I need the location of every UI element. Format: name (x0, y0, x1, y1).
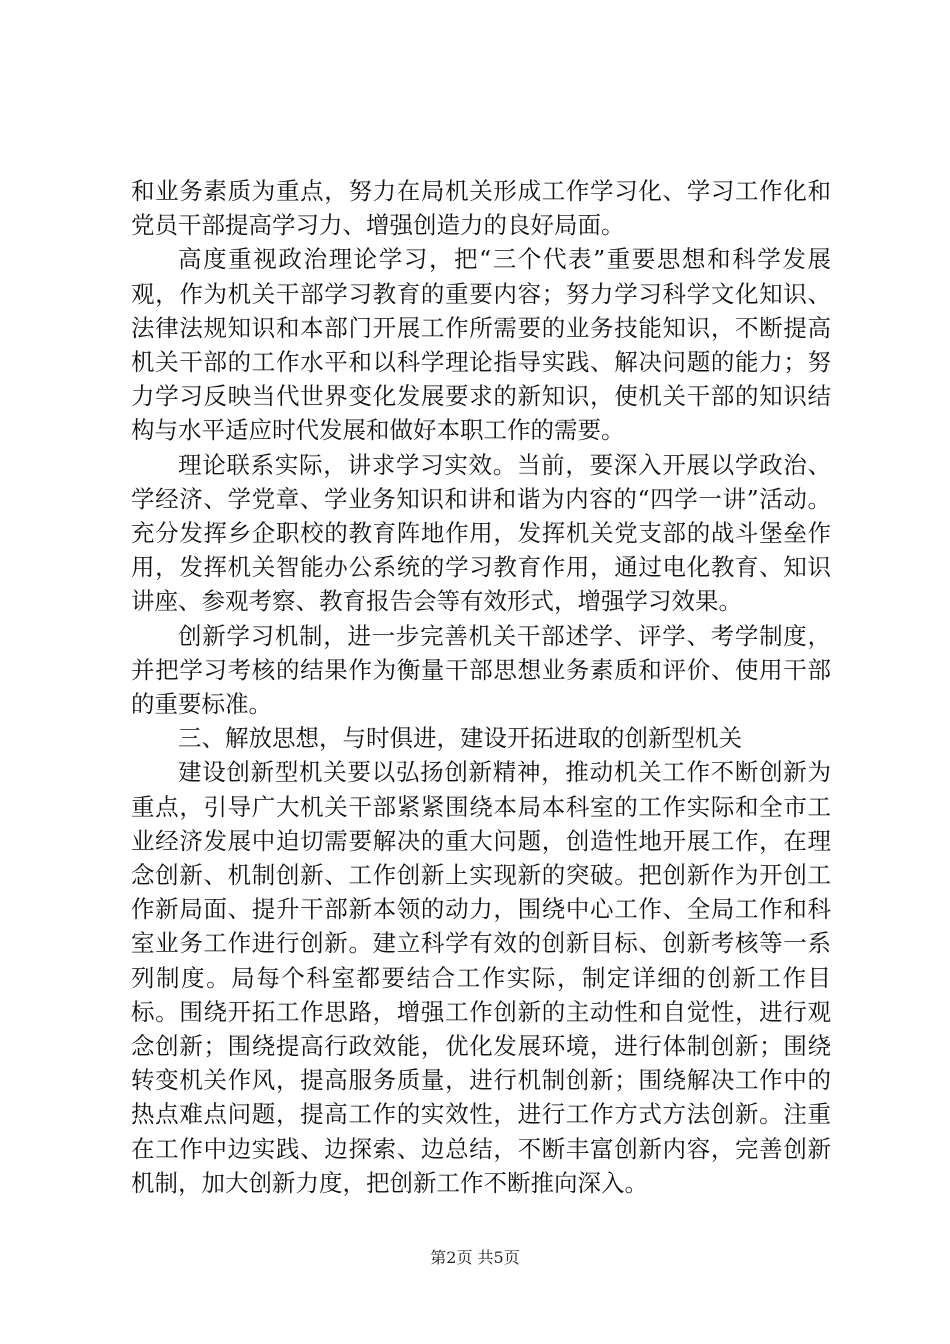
paragraph-political-theory: 高度重视政治理论学习，把“三个代表”重要思想和科学发展观，作为机关干部学习教育的重要内容；努力学习科学文化知识、法律法规知识和本部门开展工作所需要的业务技能知识，不断提高机关干部的工作水平和以科学理论指导实践、解决问题的能力；努力学习反映当代世界变化发展要求的新知识，使机关干部的知识结构与水平适应时代发展和做好本职工作的需要。 (131, 245, 831, 445)
paragraph-learning-mechanism: 创新学习机制，进一步完善机关干部述学、评学、考学制度，并把学习考核的结果作为衡量干部思想业务素质和评价、使用干部的重要标准。 (131, 621, 831, 719)
section-heading-three: 三、解放思想，与时俱进，建设开拓进取的创新型机关 (178, 724, 742, 753)
paragraph-continuation: 和业务素质为重点，努力在局机关形成工作学习化、学习工作化和党员干部提高学习力、增强创造力的良好局面。 (131, 177, 831, 240)
page-number: 第2页 共5页 (430, 1248, 520, 1267)
document-body (131, 174, 831, 1200)
paragraph-innovation: 建设创新型机关要以弘扬创新精神，推动机关工作不断创新为重点，引导广大机关干部紧紧围绕本局本科室的工作实际和全市工业经济发展中迫切需要解决的重大问题，创造性地开展工作，在理念创新、机制创新、工作创新上实现新的突破。把创新作为开创工作新局面、提升干部新本领的动力，围绕中心工作、全局工作和科室业务工作进行创新。建立科学有效的创新目标、创新考核等一系列制度。局每个科室都要结合工作实际，制定详细的创新工作目标。围绕开拓工作思路，增强工作创新的主动性和自觉性，进行观念创新；围绕提高行政效能，优化发展环境，进行体制创新；围绕转变机关作风，提高服务质量，进行机制创新；围绕解决工作中的热点难点问题，提高工作的实效性，进行工作方式方法创新。注重在工作中边实践、边探索、边总结，不断丰富创新内容，完善创新机制，加大创新力度，把创新工作不断推向深入。 (131, 758, 831, 1197)
paragraph-theory-practice: 理论联系实际，讲求学习实效。当前，要深入开展以学政治、学经济、学党章、学业务知识和讲和谐为内容的“四学一讲”活动。充分发挥乡企职校的教育阵地作用，发挥机关党支部的战斗堡垒作用，发挥机关智能办公系统的学习教育作用，通过电化教育、知识讲座、参观考察、教育报告会等有效形式，增强学习效果。 (131, 450, 831, 616)
